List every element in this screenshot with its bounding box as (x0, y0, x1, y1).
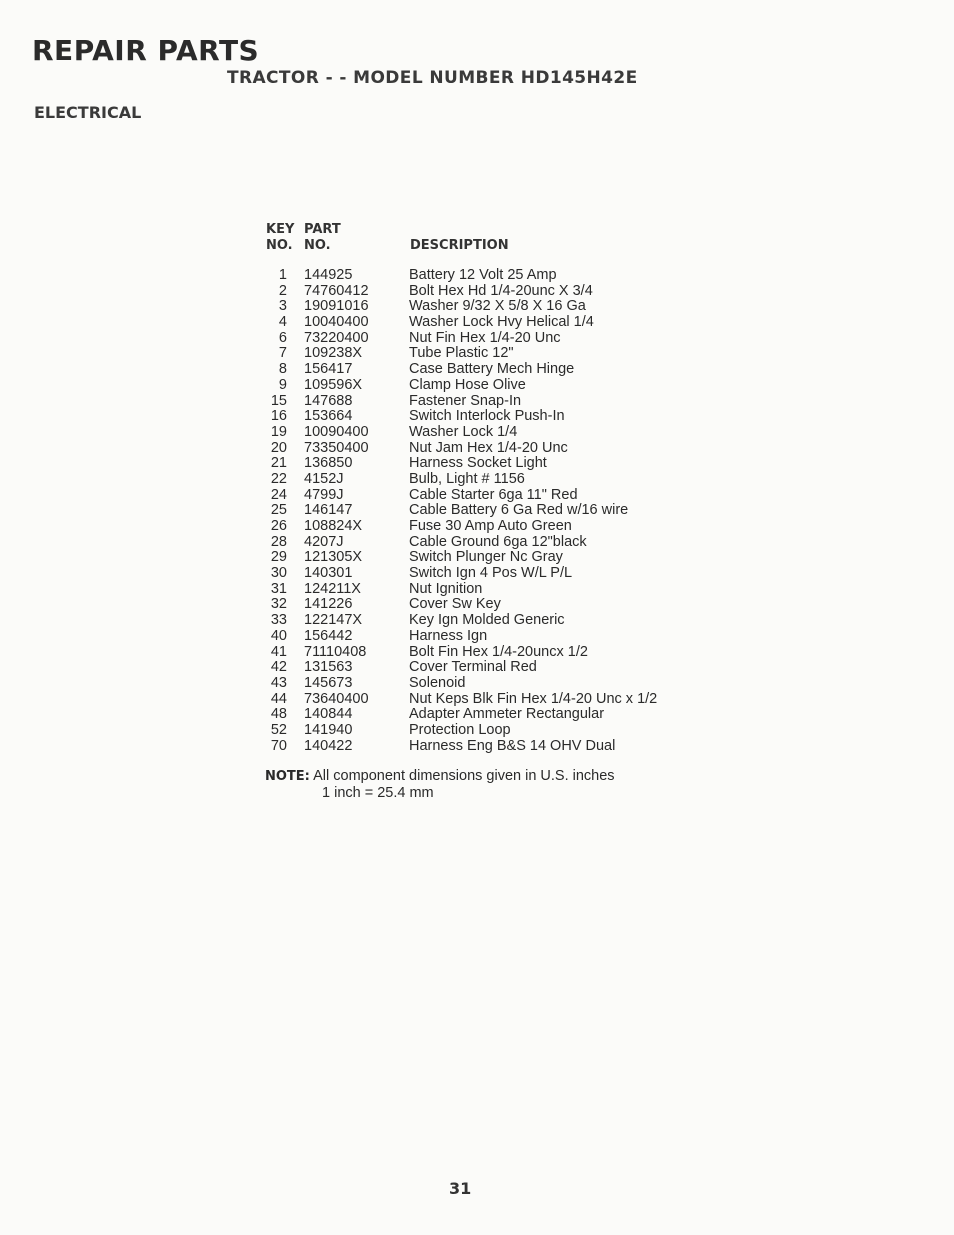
key-cell: 33 (270, 612, 287, 629)
part-cell: 19091016 (304, 298, 369, 315)
key-cell: 44 (270, 690, 287, 707)
key-cell: 41 (270, 643, 287, 660)
part-cell: 109596X (304, 376, 363, 393)
key-cell: 20 (270, 439, 287, 456)
key-cell: 1 (278, 267, 287, 283)
description-cell: Switch Interlock Push-In (409, 408, 565, 425)
description-cell: Cable Starter 6ga 11" Red (409, 486, 578, 503)
description-cell: Washer Lock 1/4 (409, 423, 518, 440)
part-cell: 141940 (304, 721, 353, 738)
part-cell: 109238X (304, 345, 363, 362)
page-title: REPAIR PARTS (32, 34, 260, 67)
model-subtitle: TRACTOR - - MODEL NUMBER HD145H42E (227, 68, 638, 88)
description-cell: Adapter Ammeter Rectangular (409, 706, 605, 723)
description-cell: Switch Plunger Nc Gray (409, 549, 563, 566)
part-cell: 141226 (304, 596, 353, 613)
description-cell: Key Ign Molded Generic (409, 612, 565, 629)
key-cell: 42 (270, 659, 287, 676)
part-cell: 144925 (304, 267, 353, 283)
part-cell: 131563 (304, 659, 353, 676)
description-cell: Harness Socket Light (409, 455, 547, 472)
key-cell: 24 (270, 486, 287, 503)
description-cell: Fuse 30 Amp Auto Green (409, 518, 572, 534)
description-cell: Cover Sw Key (409, 596, 501, 613)
section-heading: ELECTRICAL (34, 103, 142, 122)
description-cell: Solenoid (409, 674, 466, 691)
description-cell: Nut Fin Hex 1/4-20 Unc (409, 329, 561, 346)
part-cell: 140301 (304, 565, 353, 582)
part-cell: 4799J (304, 486, 344, 503)
key-cell: 22 (270, 470, 287, 487)
description-cell: Nut Ignition (409, 580, 483, 597)
note-conversion: 1 inch = 25.4 mm (322, 785, 434, 801)
key-cell: 25 (270, 502, 287, 519)
key-cell: 8 (278, 361, 287, 378)
key-cell: 26 (270, 518, 287, 534)
part-cell: 136850 (304, 455, 353, 472)
key-cell: 28 (270, 533, 287, 550)
description-cell: Cover Terminal Red (409, 659, 537, 676)
key-cell: 3 (278, 298, 287, 315)
part-cell: 74760412 (304, 282, 369, 299)
part-cell: 10090400 (304, 423, 369, 440)
key-cell: 2 (278, 282, 287, 299)
description-cell: Bulb, Light # 1156 (409, 470, 525, 487)
key-cell: 31 (270, 580, 287, 597)
part-cell: 122147X (304, 612, 363, 629)
part-cell: 145673 (304, 674, 353, 691)
key-cell: 70 (270, 737, 287, 754)
column-header-key-line1: KEY (266, 222, 295, 237)
key-cell: 15 (270, 392, 287, 409)
part-cell: 10040400 (304, 314, 369, 331)
description-cell: Washer Lock Hvy Helical 1/4 (409, 314, 594, 331)
key-cell: 19 (270, 423, 287, 440)
description-cell: Clamp Hose Olive (409, 376, 526, 393)
part-cell: 140844 (304, 706, 353, 723)
description-cell: Bolt Hex Hd 1/4-20unc X 3/4 (409, 282, 593, 299)
part-cell: 140422 (304, 737, 353, 754)
description-cell: Harness Eng B&S 14 OHV Dual (409, 737, 616, 754)
description-cell: Bolt Fin Hex 1/4-20uncx 1/2 (409, 643, 588, 660)
part-cell: 4152J (304, 470, 344, 487)
page-number: 31 (449, 1179, 472, 1198)
column-header-key-line2: NO. (266, 238, 293, 253)
key-cell: 40 (270, 627, 287, 644)
key-cell: 48 (270, 706, 287, 723)
part-cell: 146147 (304, 502, 353, 519)
column-header-part (304, 222, 341, 254)
key-cell: 21 (270, 455, 287, 472)
description-cell: Case Battery Mech Hinge (409, 361, 575, 378)
description-cell: Tube Plastic 12" (409, 345, 514, 362)
part-cell: 147688 (304, 392, 353, 409)
column-header-part-line1: PART (304, 222, 341, 237)
part-cell: 71110408 (304, 643, 367, 660)
part-cell: 124211X (304, 580, 361, 597)
description-cell: Nut Jam Hex 1/4-20 Unc (409, 439, 568, 456)
part-cell: 156417 (304, 361, 353, 378)
key-cell: 29 (270, 549, 287, 566)
part-cell: 156442 (304, 627, 353, 644)
part-cell: 4207J (304, 533, 344, 550)
description-cell: Fastener Snap-In (409, 392, 522, 409)
description-cell: Protection Loop (409, 721, 511, 738)
note-label: NOTE: (265, 769, 310, 784)
description-cell: Switch Ign 4 Pos W/L P/L (409, 565, 573, 582)
description-cell: Harness Ign (409, 627, 488, 644)
key-cell: 4 (278, 314, 287, 331)
part-cell: 108824X (304, 518, 363, 534)
description-cell: Battery 12 Volt 25 Amp (409, 267, 557, 283)
part-cell: 73350400 (304, 439, 369, 456)
key-cell: 30 (270, 565, 287, 582)
key-cell: 16 (270, 408, 287, 425)
key-cell: 7 (278, 345, 287, 362)
note (265, 768, 615, 785)
description-cell: Washer 9/32 X 5/8 X 16 Ga (409, 298, 586, 315)
key-cell: 52 (270, 721, 287, 738)
key-cell: 6 (278, 329, 287, 346)
column-header-description: DESCRIPTION (410, 238, 509, 253)
column-header-part-line2: NO. (304, 238, 331, 253)
key-cell: 43 (270, 674, 287, 691)
description-cell: Cable Ground 6ga 12"black (409, 533, 587, 550)
description-cell: Cable Battery 6 Ga Red w/16 wire (409, 502, 629, 519)
column-header-key (266, 222, 294, 254)
part-cell: 121305X (304, 549, 363, 566)
key-cell: 9 (278, 376, 287, 393)
note-text: All component dimensions given in U.S. inches (313, 768, 615, 784)
part-cell: 153664 (304, 408, 353, 425)
part-cell: 73640400 (304, 690, 369, 707)
key-cell: 32 (270, 596, 287, 613)
part-cell: 73220400 (304, 329, 369, 346)
description-cell: Nut Keps Blk Fin Hex 1/4-20 Unc x 1/2 (409, 690, 658, 707)
